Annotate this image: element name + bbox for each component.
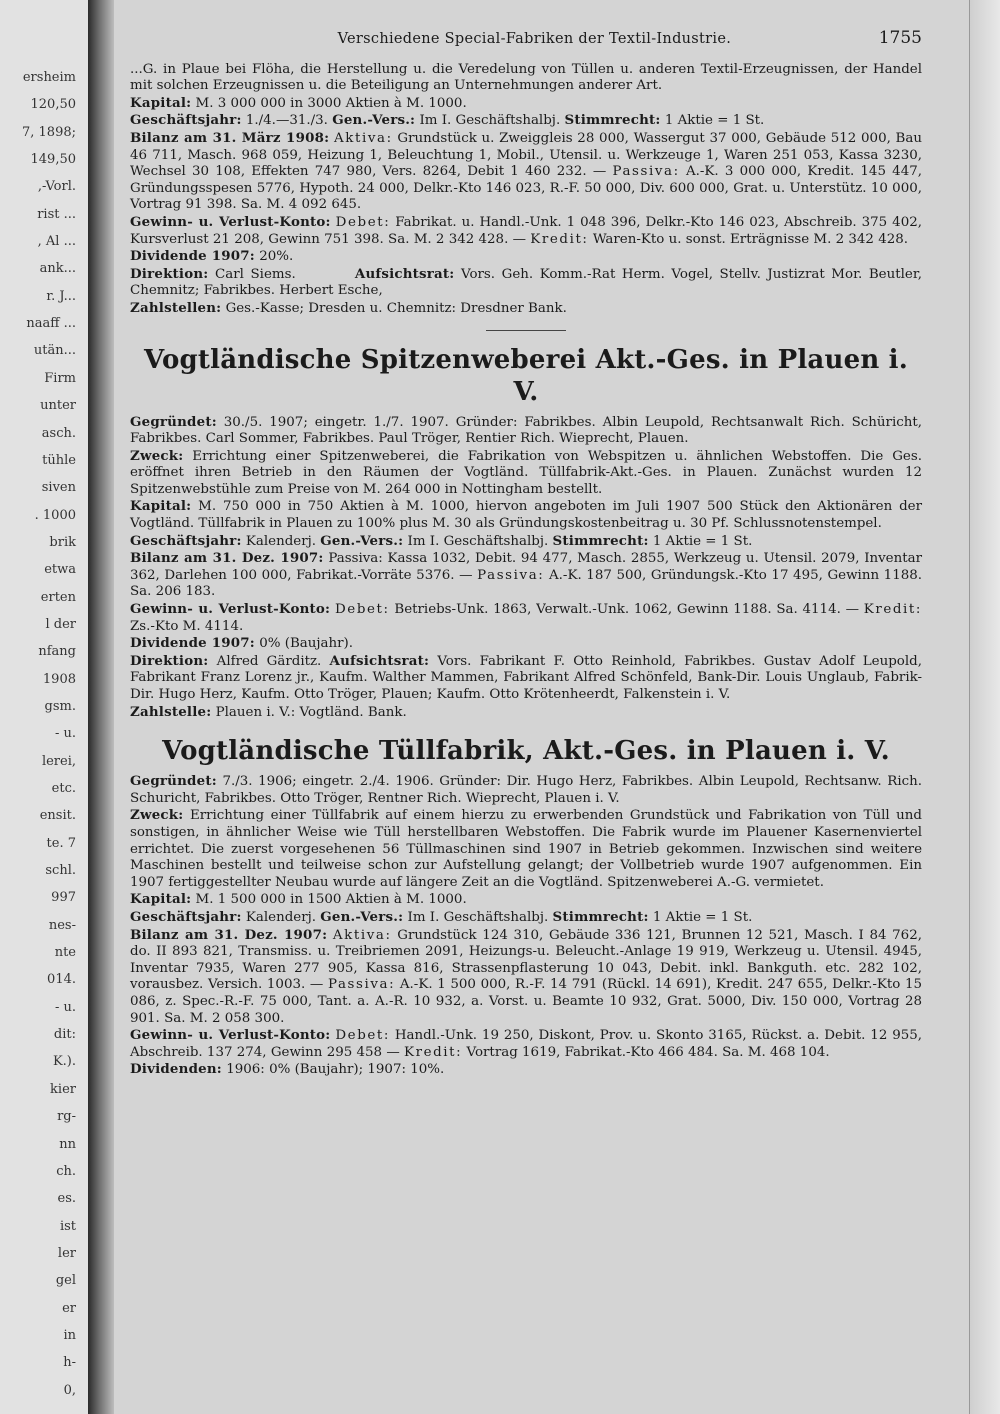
company-entry-tuellfabrik xyxy=(130,735,922,1079)
guv-text-2: Vortrag 1619, Fabrikat.-Kto 466 484. Sa. M. 468 104. xyxy=(466,1044,830,1060)
page-number: 1755 xyxy=(878,28,922,48)
kapital-text: M. 750 000 in 750 Aktien à M. 1000, hiervon angeboten im Juli 1907 500 Stück den Aktionären der Vogtländ. Tüllfabrik in Plauen zu 100% plus M. 30 als Gründungskostenbeitrag u. 30 Pf. Schlussnotenstempel. xyxy=(130,499,922,532)
gegruendet-block xyxy=(130,414,922,448)
ar-text: Vors. Geh. Komm.-Rat Herm. Vogel, Stellv. Justizrat Mor. Beutler, Chemnitz; Fabrikbes. Herbert Esche, xyxy=(130,266,922,299)
guv-block xyxy=(130,214,922,248)
zahlstellen-line xyxy=(130,300,922,318)
left-page-fragment: ensit. xyxy=(39,808,76,824)
gj-label: Geschäftsjahr: xyxy=(130,532,242,549)
div-text: 20%. xyxy=(259,249,294,265)
debet-word: Debet: xyxy=(335,1028,390,1044)
gv-label: Gen.-Vers.: xyxy=(320,532,404,549)
zweck-text: Errichtung einer Tüllfabrik auf einem hierzu zu erwerbenden Grundstück und Fabrikation von Tüll und sonstigen, in ähnlicher Weise wie Tüll herstellbaren Webstoffen. Die Fabrik wurde im Plauener Kasernenviertel errichtet. Die zuerst vorgesehenen 56 Tüllmaschinen sind 1907 in Betrieb gekommen. Inzwischen sind weitere Maschinen bestellt und teilweise schon zur Aufstellung gelangt; der Vollbetrieb wurde 1907 aufgenommen. Ein 1907 fertiggestellter Neubau wurde auf längere Zeit an die Vogtländ. Spitzenweberei A.-G. vermietet. xyxy=(130,808,922,890)
div-label: Dividende 1907: xyxy=(130,635,255,652)
kredit-word: Kredit: xyxy=(863,602,923,618)
guv-text: Handl.-Unk. 19 250, Diskont, Prov. u. Skonto 3165, Rückst. a. Debit. 12 955, Abschreib. 137 274, Gewinn 295 458 — xyxy=(130,1028,923,1060)
debet-word: Debet: xyxy=(334,602,390,618)
left-page-fragment: nn xyxy=(59,1136,76,1152)
geschaeftsjahr-line xyxy=(130,533,922,551)
kapital-text: M. 1 500 000 in 1500 Aktien à M. 1000. xyxy=(195,892,467,908)
gegr-label: Gegründet: xyxy=(130,773,217,790)
left-page-fragment: etc. xyxy=(51,781,76,797)
bilanz-block xyxy=(130,927,922,1028)
guv-text: Fabrikat. u. Handl.-Unk. 1 048 396, Delkr.-Kto 146 023, Abschreib. 375 402, Kursverlust 21 208, Gewinn 751 398. Sa. M. 2 342 428. — xyxy=(130,214,922,247)
passiva-word: Passiva: xyxy=(327,977,396,993)
left-page-fragment: naaff ... xyxy=(26,316,76,332)
dividende-line xyxy=(130,248,922,266)
guv-label: Gewinn- u. Verlust-Konto: xyxy=(130,1027,331,1044)
geschaeftsjahr-line xyxy=(130,112,922,130)
passiva-word: Passiva: xyxy=(612,164,680,180)
kapital-label: Kapital: xyxy=(130,498,192,515)
gv-text: Im I. Geschäftshalbj. xyxy=(407,533,549,549)
left-page-fragment: ist xyxy=(59,1218,76,1234)
gv-label: Gen.-Vers.: xyxy=(320,908,404,925)
left-page-fragment: nfang xyxy=(38,644,76,660)
book-gutter xyxy=(88,0,114,1414)
left-page-fragment: ch. xyxy=(56,1163,76,1179)
left-page-fragment: , Al ... xyxy=(37,234,76,250)
zweck-text: Errichtung einer Spitzenweberei, die Fabrikation von Webspitzen u. ähnlichen Webstoffen. Die Ges. eröffnet ihren Betrieb in den Räumen der Vogtländ. Tüllfabrik-Akt.-Ges. in Plauen. Zunächst wurden 12 Spitzenwebstühle zum Preise von M. 264 000 in Nottingham bestellt. xyxy=(130,448,922,497)
dir-text: Alfred Gärditz. xyxy=(216,653,322,669)
bilanz-text-2: A.-K. 187 500, Gründungsk.-Kto 17 495, Gewinn 1188. Sa. 206 183. xyxy=(130,567,923,600)
left-page-fragment: nes- xyxy=(48,917,76,933)
zahl-label: Zahlstellen: xyxy=(130,299,222,316)
kredit-word: Kredit: xyxy=(403,1044,463,1060)
left-page-fragment: h- xyxy=(63,1355,76,1371)
left-page-fragment: asch. xyxy=(41,425,76,441)
kapital-label: Kapital: xyxy=(130,891,192,908)
kredit-word: Kredit: xyxy=(530,231,589,247)
left-page-fragment: nte xyxy=(54,945,76,961)
guv-block xyxy=(130,601,922,635)
kapital-label: Kapital: xyxy=(130,94,192,111)
left-page-fragment: unter xyxy=(40,398,76,414)
zahlstelle-line xyxy=(130,704,922,722)
left-page-fragment: ank... xyxy=(39,261,76,277)
section-divider xyxy=(486,330,566,331)
ar-text: Vors. Fabrikant F. Otto Reinhold, Fabrikbes. Gustav Adolf Leupold, Fabrikant Franz Lorenz jr., Kaufm. Walther Mammen, Fabrikant Alfred Schönfeld, Bank-Dir. Louis Unglaub, Fabrik-Dir. Hugo Herz, Kaufm. Otto Tröger, Plauen; Kaufm. Otto Krötenheerdt, Falkenstein i. V. xyxy=(130,653,922,702)
bilanz-text-2: A.-K. 3 000 000, Kredit. 145 447, Gründungsspesen 5776, Hypoth. 24 000, Delkr.-Kto 146 023, R.-F. 50 000, Div. 600 000, Grat. u. Unterstütz. 10 000, Vortrag 91 398. Sa. M. 4 092 645. xyxy=(130,164,922,213)
stimm-text: 1 Aktie = 1 St. xyxy=(664,113,765,129)
left-page-fragment: 120,50 xyxy=(30,97,76,113)
zweck-continuation: ...G. in Plaue bei Flöha, die Herstellung u. die Veredelung von Tüllen u. anderen Textil-Erzeugnissen, der Handel mit solchen Erzeugnissen u. die Beteiligung an Unternehmungen anderer Art. xyxy=(130,61,922,94)
left-page-fragment: 7, 1898; xyxy=(22,124,76,140)
zweck-block xyxy=(130,448,922,499)
left-page-fragment: ersheim xyxy=(22,70,76,85)
guv-label: Gewinn- u. Verlust-Konto: xyxy=(130,601,331,618)
left-page-fragment: schl. xyxy=(45,863,76,879)
guv-text-2: Zs.-Kto M. 4114. xyxy=(130,618,244,634)
ar-label: Aufsichtsrat: xyxy=(354,265,455,282)
left-page-fragment: tühle xyxy=(42,452,76,468)
stimm-text: 1 Aktie = 1 St. xyxy=(652,533,753,549)
left-page-fragment: rist ... xyxy=(37,206,76,222)
bilanz-label: Bilanz am 31. März 1908: xyxy=(130,129,330,146)
aktiva-word: Aktiva: xyxy=(333,130,393,146)
left-page-fragment: 997 xyxy=(51,890,76,906)
dividenden-line xyxy=(130,1061,922,1079)
left-page-fragment: etwa xyxy=(44,562,76,578)
aktiva-word: Aktiva: xyxy=(332,927,392,943)
dir-label: Direktion: xyxy=(130,265,209,282)
gj-label: Geschäftsjahr: xyxy=(130,112,242,129)
left-page-fragment: siven xyxy=(41,480,76,496)
left-page-fragment: 0, xyxy=(63,1382,76,1398)
debet-word: Debet: xyxy=(335,214,391,230)
gj-text: Kalenderj. xyxy=(245,533,316,549)
stimm-text: 1 Aktie = 1 St. xyxy=(652,909,753,925)
direktion-line xyxy=(130,266,922,300)
zahl-text: Plauen i. V.: Vogtländ. Bank. xyxy=(215,704,407,720)
left-page-fragment: es. xyxy=(57,1191,76,1207)
gegr-label: Gegründet: xyxy=(130,413,217,430)
left-page-fragment: - u. xyxy=(54,999,76,1015)
dividende-line xyxy=(130,635,922,653)
guv-text: Betriebs-Unk. 1863, Verwalt.-Unk. 1062, Gewinn 1188. Sa. 4114. — xyxy=(394,602,859,618)
stimm-label: Stimmrecht: xyxy=(552,908,649,925)
div-text: 0% (Baujahr). xyxy=(259,636,354,652)
bilanz-block xyxy=(130,130,922,214)
gv-label: Gen.-Vers.: xyxy=(332,112,416,129)
zweck-label: Zweck: xyxy=(130,447,184,464)
guv-text-2: Waren-Kto u. sonst. Erträgnisse M. 2 342 428. xyxy=(592,231,909,247)
left-page-fragment: l der xyxy=(45,616,76,632)
left-page-fragment: utän... xyxy=(33,343,76,359)
gj-text: Kalenderj. xyxy=(245,909,316,925)
left-adjacent-page xyxy=(0,0,88,1414)
kapital-block xyxy=(130,498,922,532)
gegr-text: 30./5. 1907; eingetr. 1./7. 1907. Gründer: Fabrikbes. Albin Leupold, Rechtsanwalt Rich. Schüricht, Fabrikbes. Carl Sommer, Fabrikbes. Paul Tröger, Rentier Rich. Wieprecht, Plauen. xyxy=(130,414,922,447)
gegr-text: 7./3. 1906; eingetr. 2./4. 1906. Gründer: Dir. Hugo Herz, Fabrikbes. Albin Leupold, Rechtsanw. Rich. Schuricht, Fabrikbes. Otto Tröger, Rentner Rich. Wieprecht, Plauen i. V. xyxy=(130,774,922,806)
left-page-fragment: 014. xyxy=(47,972,76,988)
company-name: Vogtländische Tüllfabrik, Akt.-Ges. in Plauen i. V. xyxy=(162,736,890,767)
gv-text: Im I. Geschäftshalbj. xyxy=(407,909,549,925)
company-name: Vogtländische Spitzenweberei Akt.-Ges. in Plauen i. V. xyxy=(144,344,908,407)
left-page-fragment: gel xyxy=(55,1273,76,1289)
stimm-label: Stimmrecht: xyxy=(552,532,649,549)
left-page-fragment: lerei, xyxy=(41,753,76,769)
kapital-line xyxy=(130,95,922,113)
left-page-fragment: ,-Vorl. xyxy=(37,179,76,195)
guv-block xyxy=(130,1027,922,1061)
bilanz-block xyxy=(130,550,922,601)
gegruendet-block xyxy=(130,773,922,807)
passiva-word: Passiva: xyxy=(477,567,545,583)
left-page-fragment: ler xyxy=(57,1245,76,1261)
left-page-fragment: 149,50 xyxy=(30,152,76,168)
left-page-fragment: r. J... xyxy=(46,288,76,304)
zweck-block xyxy=(130,807,922,891)
dir-text: Carl Siems. xyxy=(215,266,296,282)
bilanz-label: Bilanz am 31. Dez. 1907: xyxy=(130,926,328,943)
left-page-fragment: dit: xyxy=(53,1027,76,1043)
gj-label: Geschäftsjahr: xyxy=(130,908,242,925)
zahl-label: Zahlstelle: xyxy=(130,703,212,720)
div-label: Dividende 1907: xyxy=(130,248,255,265)
dir-label: Direktion: xyxy=(130,652,209,669)
left-page-fragment: . 1000 xyxy=(34,507,76,523)
running-title: Verschiedene Special-Fabriken der Textil-Industrie. xyxy=(337,31,732,47)
left-page-fragment: te. 7 xyxy=(46,835,76,851)
left-page-fragment: rg- xyxy=(57,1109,76,1125)
kapital-text: M. 3 000 000 in 3000 Aktien à M. 1000. xyxy=(195,95,467,111)
right-page-edge xyxy=(969,0,1000,1414)
left-page-fragment: in xyxy=(63,1327,76,1343)
page-content xyxy=(130,30,922,1079)
gj-text: 1./4.—31./3. xyxy=(245,113,328,129)
ar-label: Aufsichtsrat: xyxy=(329,652,430,669)
gv-text: Im I. Geschäftshalbj. xyxy=(419,113,561,129)
stimm-label: Stimmrecht: xyxy=(564,112,661,129)
left-page-fragment: gsm. xyxy=(44,698,76,714)
left-page-fragment: - u. xyxy=(54,726,76,742)
div-label: Dividenden: xyxy=(130,1061,222,1078)
left-page-fragment: K.). xyxy=(52,1054,76,1070)
bilanz-label: Bilanz am 31. Dez. 1907: xyxy=(130,550,324,567)
zahl-text: Ges.-Kasse; Dresden u. Chemnitz: Dresdner Bank. xyxy=(225,300,567,316)
direktion-block xyxy=(130,653,922,704)
left-page-fragment: kier xyxy=(50,1081,76,1097)
left-page-fragment: erten xyxy=(40,589,76,605)
left-page-fragment: brik xyxy=(49,534,76,550)
guv-label: Gewinn- u. Verlust-Konto: xyxy=(130,213,331,230)
div-text: 1906: 0% (Baujahr); 1907: 10%. xyxy=(226,1062,445,1078)
bilanz-text: Passiva: Kassa 1032, Debit. 94 477, Masch. 2855, Werkzeug u. Utensil. 2079, Inventar 362, Darlehen 100 000, Fabrikat.-Vorräte 5376. — xyxy=(130,551,922,583)
bilanz-text: Grundstück u. Zweiggleis 28 000, Wassergut 37 000, Gebäude 512 000, Bau 46 711, Masch. 968 059, Heizung 1, Beleuchtung 1, Mobil., Utensil. u. Werkzeuge 1, Waren 251 053, Kassa 3230, Wechsel 30 108, Effekten 747 980, Vers. 8264, Debit 1 460 232. — xyxy=(130,130,923,180)
left-page-fragment: Firm xyxy=(44,370,76,386)
bilanz-text-2: A.-K. 1 500 000, R.-F. 14 791 (Rückl. 14 691), Kredit. 247 655, Delkr.-Kto 15 086, z. Spec.-R.-F. 75 000, Tant. a. A.-R. 10 932, a. Vorst. u. Beamte 10 932, Grat. 5000, Div. 150 000, Vortrag 28 901. Sa. M. 2 058 300. xyxy=(130,977,923,1026)
kapital-line xyxy=(130,891,922,909)
company-entry-spitzenweberei xyxy=(130,344,922,722)
zweck-label: Zweck: xyxy=(130,807,184,824)
bilanz-text: Grundstück 124 310, Gebäude 336 121, Brunnen 12 521, Masch. I 84 762, do. II 893 821, Transmiss. u. Treibriemen 2091, Heizungs-u. Beleucht.-Anlage 19 919, Werkzeug u. Utensil. 4945, Inventar 7935, Waren 277 905, Kassa 816, Strassenpflasterung 10 043, Debit. inkl. Bankguth. etc. 282 102, vorausbez. Versich. 1003. — xyxy=(130,927,922,993)
left-page-fragment: 1908 xyxy=(42,671,76,687)
geschaeftsjahr-line xyxy=(130,909,922,927)
running-header xyxy=(130,30,922,48)
left-page-fragment: er xyxy=(62,1300,76,1316)
prev-company-entry xyxy=(130,62,922,318)
